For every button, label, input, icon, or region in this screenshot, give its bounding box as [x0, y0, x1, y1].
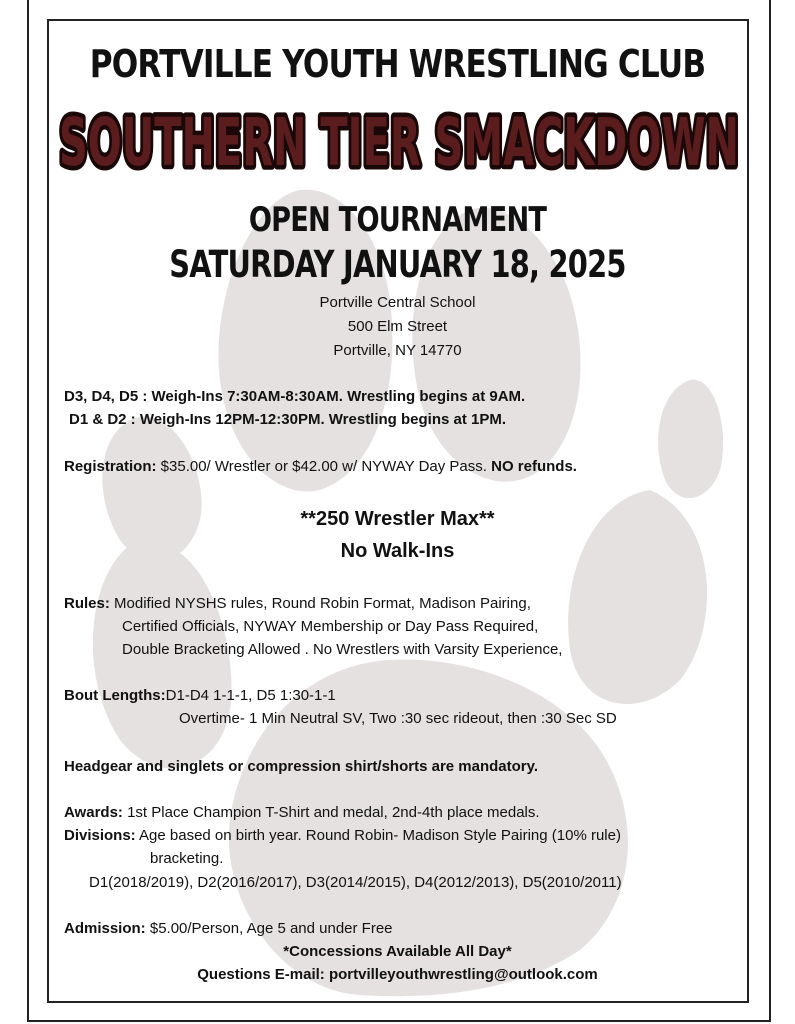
bout-lengths-line-2: Overtime- 1 Min Neutral SV, Two :30 sec rideout, then :30 Sec SD: [179, 710, 617, 727]
address-line-1: Portville Central School: [319, 294, 476, 311]
event-title-outline: SOUTHERN TIER SMACKDOWN: [59, 104, 739, 181]
event-date: SATURDAY JANUARY 18, 2025: [169, 243, 626, 286]
schedule-line-2: D1 & D2 : Weigh-Ins 12PM-12:30PM. Wrestling begins at 1PM.: [69, 411, 507, 428]
divisions-label: Divisions:: [64, 827, 136, 844]
rules-label: Rules:: [64, 595, 110, 612]
divisions-line-3: D1(2018/2019), D2(2016/2017), D3(2014/2015), D4(2012/2013), D5(2010/2011): [89, 874, 622, 891]
contact-email: Questions E-mail: portvilleyouthwrestling@outlook.com: [197, 966, 598, 983]
awards: [64, 804, 540, 821]
admission-text: $5.00/Person, Age 5 and under Free: [145, 920, 393, 937]
event-title: SOUTHERN TIER SMACKDOWN: [59, 104, 739, 181]
admission-label: Admission:: [64, 920, 146, 937]
awards-label: Awards:: [64, 804, 123, 821]
no-refunds: NO refunds.: [491, 458, 577, 475]
rules-line-1: [64, 595, 531, 612]
walk-ins: No Walk-Ins: [340, 540, 455, 562]
event-title-banner: [54, 93, 744, 185]
registration-label: Registration:: [64, 458, 157, 475]
registration: [64, 458, 577, 475]
awards-text: 1st Place Champion T-Shirt and medal, 2nd-4th place medals.: [122, 804, 540, 821]
bout-lengths-text-1: D1-D4 1-1-1, D5 1:30-1-1: [165, 687, 336, 704]
rules-line-2: Certified Officials, NYWAY Membership or Day Pass Required,: [122, 618, 539, 635]
address-line-2: 500 Elm Street: [347, 318, 448, 335]
divisions-text-1: Age based on birth year. Round Robin- Madison Style Pairing (10% rule): [135, 827, 621, 844]
divisions-line-1: [64, 827, 621, 844]
club-name: PORTVILLE YOUTH WRESTLING CLUB: [89, 42, 706, 86]
rules-text-1: Modified NYSHS rules, Round Robin Format, Madison Pairing,: [109, 595, 531, 612]
bout-lengths-line-1: [64, 687, 336, 704]
rules-line-3: Double Bracketing Allowed . No Wrestlers with Varsity Experience,: [122, 641, 563, 658]
registration-text: $35.00/ Wrestler or $42.00 w/ NYWAY Day Pass.: [156, 458, 492, 475]
schedule-line-1: D3, D4, D5 : Weigh-Ins 7:30AM-8:30AM. Wrestling begins at 9AM.: [64, 388, 526, 405]
admission: [64, 920, 393, 937]
address-line-3: Portville, NY 14770: [333, 342, 462, 359]
divisions-line-2: bracketing.: [150, 850, 224, 867]
max-wrestlers: **250 Wrestler Max**: [300, 508, 495, 530]
tournament-type: OPEN TOURNAMENT: [248, 200, 547, 240]
concessions: *Concessions Available All Day*: [283, 943, 512, 960]
bout-lengths-label: Bout Lengths:: [64, 687, 166, 704]
equipment-requirement: Headgear and singlets or compression shirt/shorts are mandatory.: [64, 758, 539, 775]
